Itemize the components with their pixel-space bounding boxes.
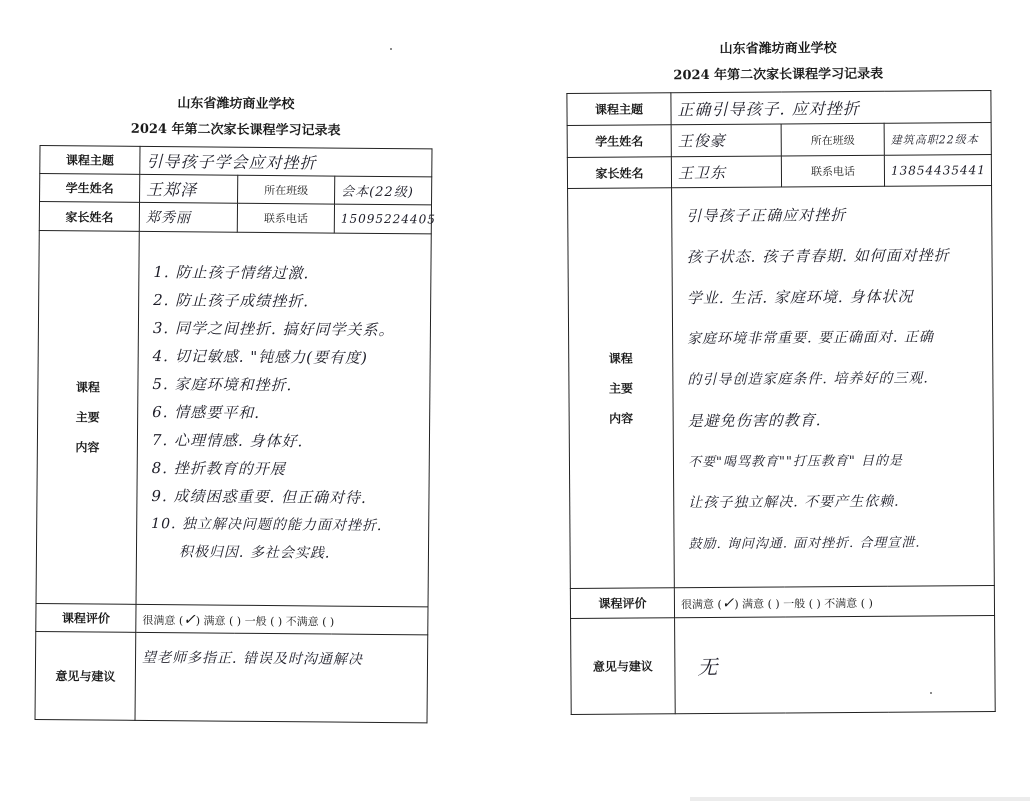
content-line: 让孩子独立解决. 不要产生依赖. bbox=[688, 493, 900, 512]
content-label: 课程 主要 内容 bbox=[36, 230, 139, 604]
evaluation-label: 课程评价 bbox=[570, 588, 674, 619]
scan-shadow bbox=[690, 797, 1030, 801]
evaluation-label: 课程评价 bbox=[36, 603, 136, 632]
topic-value: 引导孩子学会应对挫折 bbox=[140, 146, 432, 177]
student-name-label: 学生姓名 bbox=[40, 174, 140, 203]
content-line: 是避免伤害的教育. bbox=[687, 411, 822, 431]
topic-value: 正确引导孩子. 应对挫折 bbox=[671, 91, 991, 125]
scan-speck bbox=[930, 692, 932, 694]
content-body bbox=[136, 231, 431, 607]
record-table bbox=[566, 90, 995, 715]
content-line: 学业. 生活. 家庭环境. 身体状况 bbox=[686, 287, 914, 308]
advice-label: 意见与建议 bbox=[35, 631, 136, 720]
phone-label: 联系电话 bbox=[781, 155, 884, 187]
content-line: 孩子状态. 孩子青春期. 如何面对挫折 bbox=[686, 246, 950, 267]
class-value: 会本(22级) bbox=[335, 176, 432, 205]
content-line: 4. 切记敏感. "钝感力(要有度) bbox=[152, 346, 368, 367]
content-label: 课程 主要 内容 bbox=[568, 188, 675, 589]
content-line: 8. 挫折教育的开展 bbox=[151, 458, 286, 479]
content-line: 的引导创造家庭条件. 培养好的三观. bbox=[687, 370, 929, 389]
parent-name-label: 家长姓名 bbox=[567, 157, 671, 189]
topic-label: 课程主题 bbox=[40, 146, 140, 175]
class-value: 建筑高职22级本 bbox=[884, 123, 991, 156]
content-line: 引导孩子正确应对挫折 bbox=[686, 206, 847, 226]
form-title: 2024 年第二次家长课程学习记录表 bbox=[130, 121, 341, 139]
rating-options bbox=[674, 586, 994, 618]
content-line: 鼓励. 询问沟通. 面对挫折. 合理宣泄. bbox=[688, 535, 921, 553]
rating-others: ) 满意 ( ) 一般 ( ) 不满意 ( ) bbox=[195, 613, 335, 629]
content-line: 不要"喝骂教育""打压教育" 目的是 bbox=[687, 453, 904, 471]
checkmark-icon: ✓ bbox=[183, 609, 196, 628]
scan-speck bbox=[390, 48, 392, 50]
record-table bbox=[35, 145, 436, 723]
rating-very-satisfied: 很满意 ( bbox=[680, 597, 722, 611]
student-name-label: 学生姓名 bbox=[567, 125, 671, 158]
class-label: 所在班级 bbox=[781, 123, 884, 156]
rating-options bbox=[136, 604, 428, 635]
phone-value: 15095224405 bbox=[334, 204, 431, 234]
phone-label: 联系电话 bbox=[237, 203, 334, 233]
content-line: 6. 情感要平和. bbox=[152, 402, 261, 422]
class-label: 所在班级 bbox=[238, 175, 335, 204]
school-name: 山东省潍坊商业学校 bbox=[177, 96, 295, 113]
content-line: 3. 同学之间挫折. 搞好同学关系。 bbox=[152, 318, 395, 340]
content-line: 10. 独立解决问题的能力面对挫折. bbox=[151, 515, 383, 535]
record-form-right bbox=[566, 35, 995, 715]
rating-very-satisfied: 很满意 ( bbox=[142, 613, 184, 627]
student-name-value: 王俊豪 bbox=[671, 124, 781, 157]
advice-value: 无 bbox=[675, 616, 996, 714]
content-body bbox=[672, 186, 995, 588]
record-form-left bbox=[35, 90, 436, 723]
parent-name-value: 郑秀丽 bbox=[139, 202, 237, 232]
content-line: 积极归因. 多社会实践. bbox=[178, 544, 331, 562]
student-name-value: 王郑泽 bbox=[140, 174, 238, 203]
school-name: 山东省潍坊商业学校 bbox=[719, 41, 837, 57]
advice-value: 望老师多指正. 错误及时沟通解决 bbox=[135, 632, 428, 723]
parent-name-label: 家长姓名 bbox=[39, 202, 139, 232]
parent-name-value: 王卫东 bbox=[671, 156, 781, 188]
form-title: 2024 年第二次家长课程学习记录表 bbox=[673, 66, 884, 84]
topic-label: 课程主题 bbox=[567, 93, 671, 126]
content-line: 1. 防止孩子情绪过激. bbox=[153, 262, 310, 283]
content-line: 5. 家庭环境和挫折. bbox=[152, 374, 293, 395]
checkmark-icon: ✓ bbox=[721, 593, 735, 612]
content-line: 7. 心理情感. 身体好. bbox=[151, 430, 304, 451]
content-line: 9. 成绩困惑重要. 但正确对待. bbox=[151, 486, 367, 507]
rating-others: ) 满意 ( ) 一般 ( ) 不满意 ( ) bbox=[734, 596, 873, 611]
content-line: 家庭环境非常重要. 要正确面对. 正确 bbox=[687, 329, 934, 348]
phone-value: 13854435441 bbox=[884, 155, 991, 187]
advice-label: 意见与建议 bbox=[571, 618, 676, 715]
content-line: 2. 防止孩子成绩挫折. bbox=[153, 290, 310, 311]
